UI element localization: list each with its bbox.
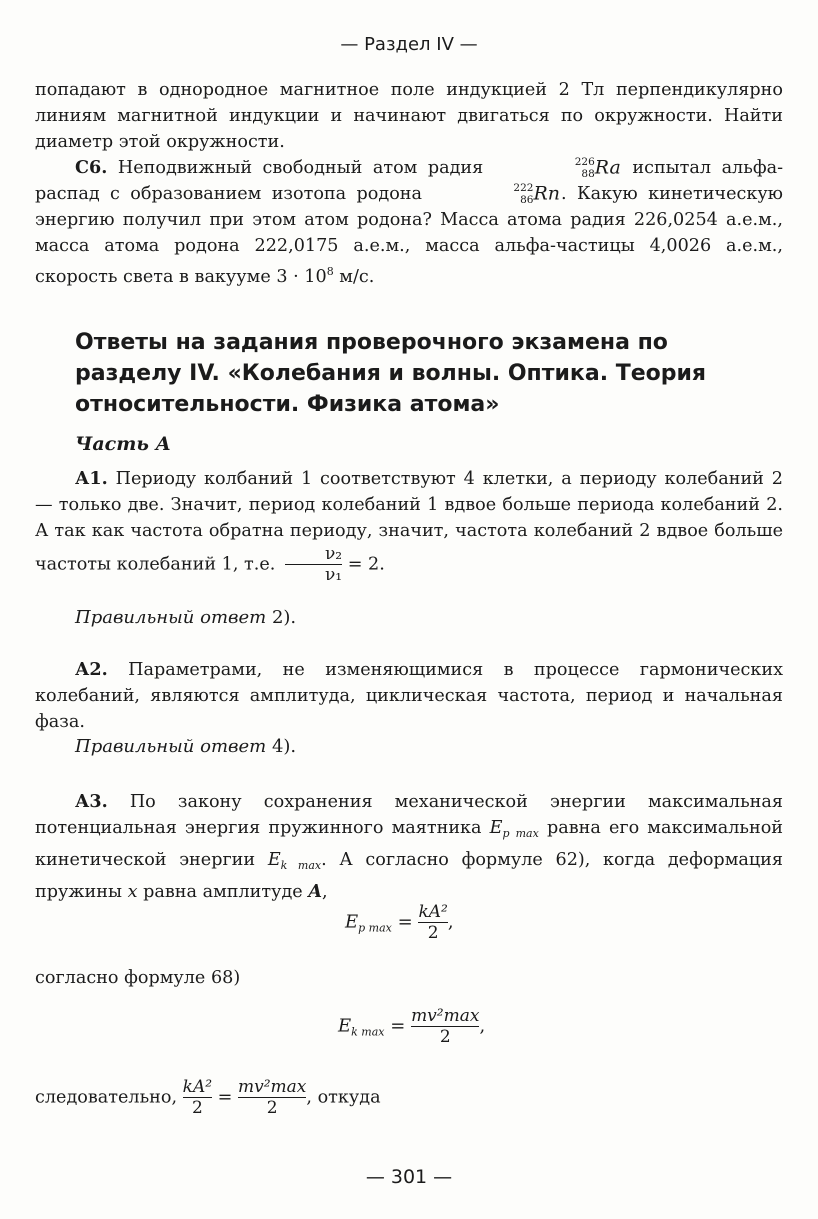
- a3-ep: E: [489, 818, 503, 838]
- part-label: Часть А: [75, 433, 171, 455]
- rn-atomic-number: 86: [520, 194, 534, 206]
- final-suffix: , откуда: [306, 1087, 381, 1108]
- f3-den1: 2: [191, 1098, 203, 1118]
- a2-label: А2.: [75, 659, 108, 680]
- section-title: Ответы на задания проверочного экзамена по разделу IV. «Колебания и волны. Оптика. Теория относительности. Физика атома»: [75, 330, 707, 417]
- f1-num: kA²: [418, 902, 448, 922]
- f1-tail: ,: [447, 911, 454, 933]
- f3-fraction-right: [238, 1077, 306, 1118]
- formula-68-text: согласно формуле 68): [35, 968, 241, 988]
- f3-num1: kA²: [182, 1077, 213, 1097]
- c6-text-2: испытал альфа-распад с образованием изотопа родона: [35, 158, 784, 204]
- f2-fraction: [411, 1006, 479, 1047]
- ra-mass-number: 226: [574, 156, 595, 168]
- a2-answer-label: Правильный ответ: [75, 736, 267, 757]
- problem-c6: [35, 155, 783, 290]
- a1-answer-label: Правильный ответ: [75, 607, 267, 628]
- answer-a1: [35, 466, 783, 585]
- a1-frac-den: ν₁: [324, 565, 343, 585]
- c6-text-4: м/с.: [333, 266, 375, 287]
- a1-frac-num: ν₂: [324, 544, 343, 564]
- answer-a2: [35, 657, 783, 735]
- f1-den: 2: [427, 923, 439, 943]
- a3-text-3: . А согласно формуле 62), когда деформация пружины: [35, 850, 784, 902]
- c6-exponent: 8: [326, 265, 334, 278]
- a3-x: x: [127, 882, 138, 902]
- a1-fraction: [285, 544, 342, 585]
- a1-answer-value: 2).: [271, 607, 297, 628]
- radium-isotope: [495, 156, 621, 180]
- f1-lhs-sub: p max: [358, 921, 392, 935]
- a2-text: Параметрами, не изменяющимися в процессе гармонических колебаний, являются амплитуда, циклическая частота, период и начальная фаза.: [35, 660, 783, 732]
- c6-label: С6.: [75, 157, 108, 178]
- page-number: — 301 —: [365, 1166, 453, 1188]
- page-header: — Раздел IV —: [340, 34, 478, 55]
- f2-num: mv²max: [411, 1006, 480, 1026]
- a3-text-5: ,: [321, 882, 328, 902]
- rn-symbol: Rn: [533, 182, 560, 205]
- answer-a3: [35, 789, 783, 905]
- a2-answer-value: 4).: [271, 736, 297, 757]
- f1-lhs: E: [345, 911, 359, 933]
- f3-num2: mv²max: [238, 1077, 307, 1097]
- ra-symbol: Ra: [594, 156, 621, 179]
- a3-text-4: равна амплитуде: [143, 882, 303, 902]
- f1-fraction: [418, 902, 447, 943]
- radon-isotope: [433, 182, 560, 206]
- a3-text-1: По закону сохранения механической энергии максимальная потенциальная энергия пружинного маятника: [35, 792, 783, 838]
- a3-label: А3.: [75, 791, 108, 812]
- rn-mass-number: 222: [513, 182, 534, 194]
- c6-text-3: . Какую кинетическую энергию получил при этом атом родона? Масса атома радия 226,0254 а.е.м., масса атома родона 222,0175 а.е.м., масса альфа-частицы 4,0026 а.е.м., скорость света в вакууме 3 · 10: [35, 184, 783, 287]
- a3-text-2: равна его максимальной кинетической энергии: [35, 818, 784, 870]
- f3-fraction-left: [183, 1077, 212, 1118]
- a2-correct-answer: [75, 736, 296, 757]
- formula-ep-max: $E_{p max}$ = $\frac{\text{kA²}}{2}$ ,: [345, 902, 454, 943]
- a3-ep-sub: p max: [502, 827, 539, 840]
- a1-correct-answer: [75, 607, 296, 628]
- f3-den2: 2: [266, 1098, 278, 1118]
- c6-text-1: Неподвижный свободный атом радия: [117, 158, 484, 178]
- intro-paragraph: попадают в однородное магнитное поле индукцией 2 Тл перпендикулярно линиям магнитной индукции и начинают двигаться по окружности. Найти диаметр этой окружности.: [35, 80, 783, 152]
- a1-text: Периоду колбаний 1 соответствуют 4 клетки, а периоду колебаний 2 — только две. Значит, период колебаний 1 вдвое больше периода колебаний 2. А так как частота обратна периоду, значит, частота колебаний 2 вдвое больше частоты колебаний 1, т.е.: [35, 469, 784, 575]
- f2-lhs-sub: k max: [351, 1025, 385, 1039]
- final-prefix: следовательно,: [35, 1087, 178, 1108]
- f2-tail: ,: [479, 1015, 486, 1037]
- ra-atomic-number: 88: [581, 168, 595, 180]
- a3-A: A: [308, 881, 322, 902]
- formula-ek-max: $E_{k max}$ = $\frac{\text{mv²max}}{2}$ ,: [338, 1006, 486, 1047]
- a3-ek-sub: k max: [280, 859, 322, 872]
- a3-ek: E: [267, 850, 281, 870]
- f2-lhs: E: [338, 1015, 352, 1037]
- final-equation-line: следовательно, $\frac{\text{kA²}}{2}$ = $\frac{\text{mv²max}}{2}$ , откуда: [35, 1077, 381, 1118]
- f2-den: 2: [439, 1027, 451, 1047]
- a1-tail: = 2.: [347, 554, 385, 575]
- a1-label: А1.: [75, 468, 108, 489]
